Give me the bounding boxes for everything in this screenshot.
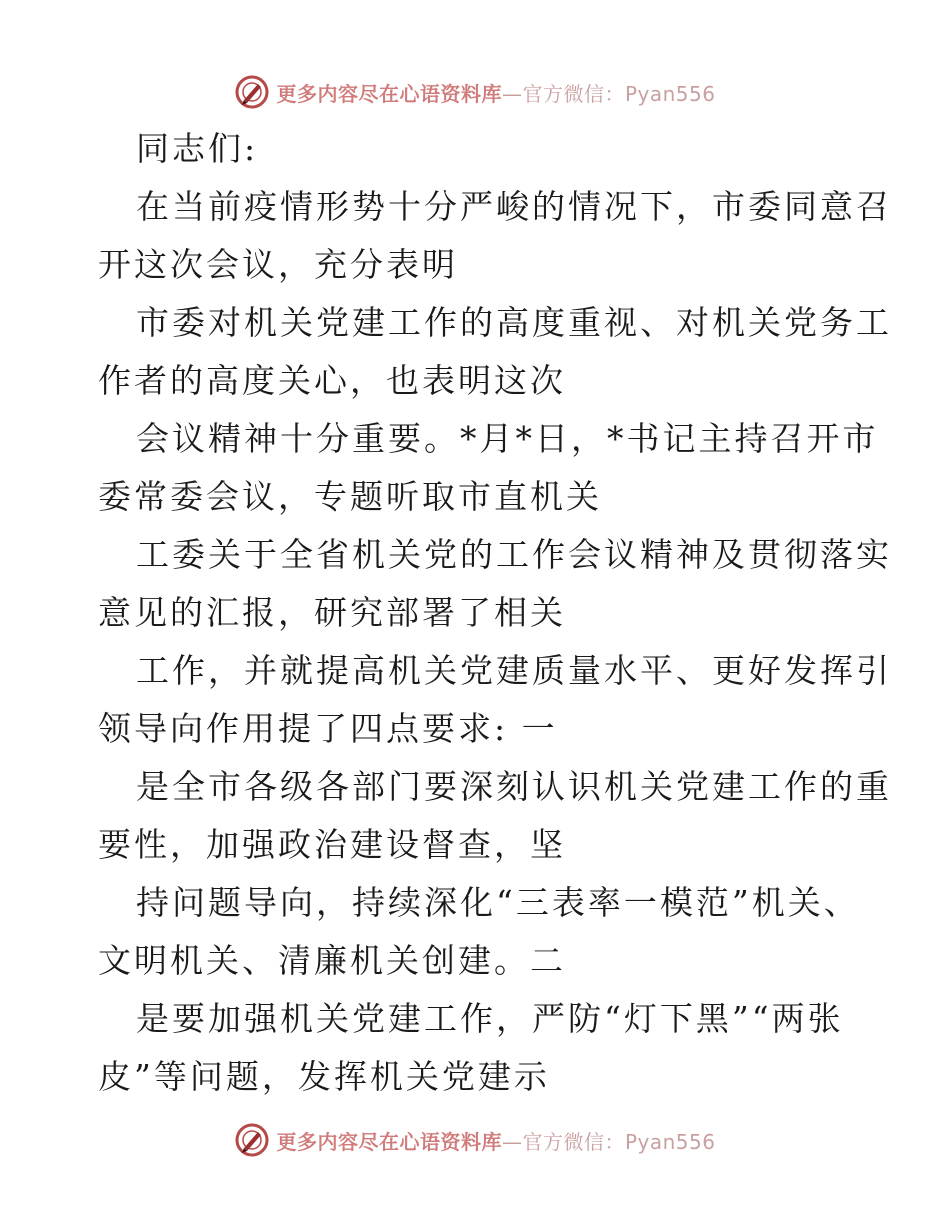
pen-logo-icon bbox=[234, 1122, 270, 1158]
text-line: 在当前疫情形势十分严峻的情况下，市委同意召 bbox=[136, 187, 892, 226]
document-body bbox=[98, 120, 892, 1106]
watermark-text bbox=[276, 78, 715, 107]
footer-watermark bbox=[0, 1120, 950, 1160]
pen-logo-icon bbox=[234, 74, 270, 110]
text-line: 开这次会议，充分表明 bbox=[98, 245, 458, 284]
watermark-text bbox=[276, 1126, 715, 1155]
text-line: 领导向作用提了四点要求: 一 bbox=[98, 709, 558, 748]
text-line: 持问题导向，持续深化“三表率一模范”机关、 bbox=[136, 883, 860, 922]
text-line: 同志们: bbox=[136, 129, 259, 168]
text-line: 工委关于全省机关党的工作会议精神及贯彻落实 bbox=[136, 535, 892, 574]
text-line: 意见的汇报，研究部署了相关 bbox=[98, 593, 566, 632]
text-line: 是全市各级各部门要深刻认识机关党建工作的重 bbox=[136, 767, 892, 806]
text-line: 市委对机关党建工作的高度重视、对机关党务工 bbox=[136, 303, 892, 342]
header-watermark bbox=[0, 72, 950, 112]
text-line: 委常委会议，专题听取市直机关 bbox=[98, 477, 602, 516]
watermark-sub-text: —官方微信：Pyan556 bbox=[501, 81, 716, 106]
text-line: 是要加强机关党建工作，严防“灯下黑”“两张 bbox=[136, 999, 844, 1038]
text-line: 要性，加强政治建设督查，坚 bbox=[98, 825, 566, 864]
text-line: 文明机关、清廉机关创建。二 bbox=[98, 941, 566, 980]
text-line: 皮”等问题，发挥机关党建示 bbox=[98, 1057, 550, 1096]
text-line: 会议精神十分重要。*月*日，*书记主持召开市 bbox=[136, 419, 879, 458]
text-line: 工作，并就提高机关党建质量水平、更好发挥引 bbox=[136, 651, 892, 690]
watermark-main-text: 更多内容尽在心语资料库 bbox=[276, 1129, 502, 1154]
watermark-main-text: 更多内容尽在心语资料库 bbox=[276, 81, 502, 106]
watermark-sub-text: —官方微信：Pyan556 bbox=[501, 1129, 716, 1154]
text-line: 作者的高度关心，也表明这次 bbox=[98, 361, 566, 400]
